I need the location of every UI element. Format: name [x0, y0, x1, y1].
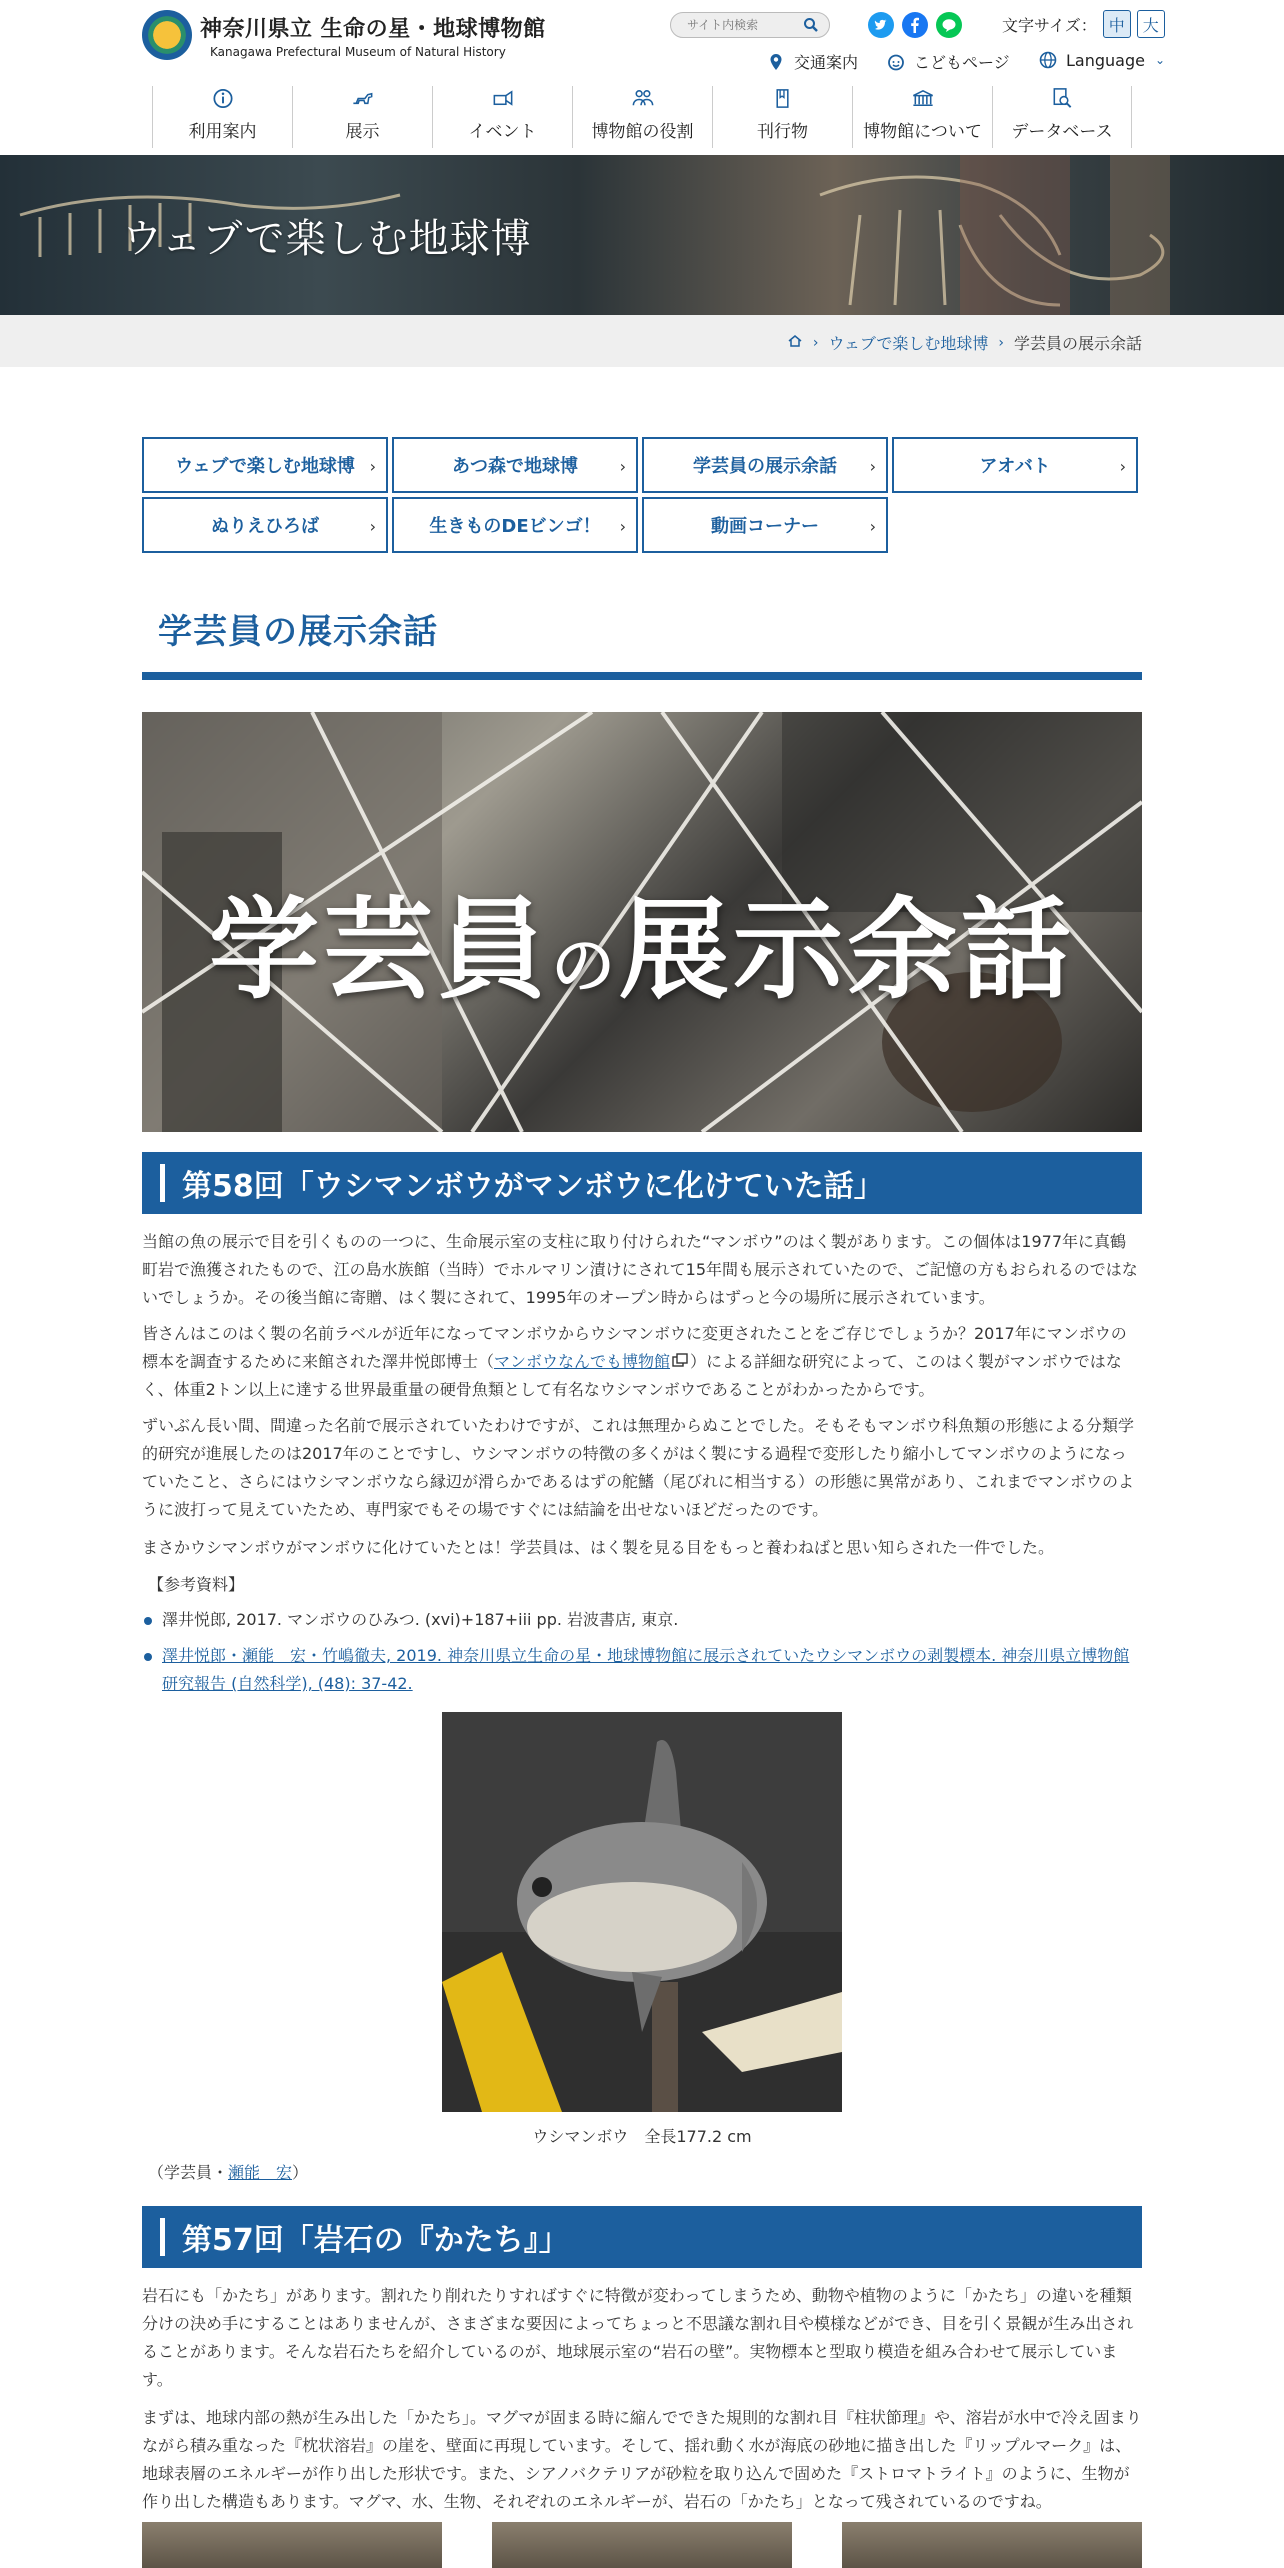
breadcrumb-current: 学芸員の展示余話: [1013, 334, 1142, 353]
event-icon: [490, 86, 516, 111]
episode-58-paragraph-1: 当館の魚の展示で目を引くものの一つに、生命展示室の支柱に取り付けられた“マンボウ”のはく製があります。この個体は1977年に真鶴町岩で漁獲されたもので、江の島水族館（当時）でホルマリン漬けにされて15年間も展示されていたので、ご記憶の方もおられるのではないでしょうか。その後当館に寄贈、はく製にされて、1995年のオープン時からはずっと今の場所に展示されています。: [142, 1232, 1138, 1307]
reference-item: 澤井悦郎, 2017. マンボウのひみつ. (xvi)+187+iii pp. 岩波書店, 東京.: [142, 1606, 1142, 1634]
episode-57-paragraph-2: まずは、地球内部の熱が生み出した「かたち」。マグマが固まる時に縮んでできた規則的な割れ目『柱状節理』や、溶岩が水中で冷え固まりながら積み重なった『枕状溶岩』の崖を、壁面に再現しています。そして、揺れ動く水が海底の砂地に描き出した『リップルマーク』は、地球表層のエネルギーが作り出した形状です。また、シアノバクテリアが砂粒を取り込んで固めた『ストロマトライト』のように、生物が作り出した構造もあります。マグマ、水、生物、それぞれのエネルギーが、岩石の「かたち」となって残されているのですね。: [142, 2408, 1142, 2511]
search-icon[interactable]: [803, 17, 819, 33]
banner-title-part1: 学芸員: [209, 885, 551, 1014]
font-size-label: 文字サイズ：: [1002, 15, 1097, 35]
episode-58-heading: 第58回「ウシマンボウがマンボウに化けていた話」: [142, 1152, 1142, 1214]
chevron-right-icon: ›: [619, 457, 626, 476]
chevron-right-icon: ›: [869, 517, 876, 536]
gnav-item-event[interactable]: [432, 86, 572, 148]
sns-links: [868, 12, 970, 38]
hero-title: ウェブで楽しむ地球博: [122, 216, 532, 262]
category-button-video[interactable]: [642, 497, 888, 553]
category-button-atsumori[interactable]: [392, 437, 638, 493]
gnav-item-about[interactable]: [852, 86, 992, 148]
info-icon: [210, 86, 236, 111]
home-icon[interactable]: [787, 333, 803, 353]
references-label: 【参考資料】: [148, 1575, 245, 1594]
rock-photo-row: [142, 2522, 1142, 2568]
gnav-item-exhibition[interactable]: [292, 86, 432, 148]
gnav-item-guide[interactable]: [152, 86, 292, 148]
kids-face-icon: [886, 52, 906, 72]
map-pin-icon: [766, 52, 786, 72]
chevron-down-icon: ⌄: [1154, 53, 1166, 67]
facebook-icon[interactable]: [902, 12, 928, 38]
chevron-right-icon: ›: [619, 517, 626, 536]
chevron-right-icon: ›: [1119, 457, 1126, 476]
gnav-item-label: 博物館の役割: [591, 122, 694, 142]
rock-photo: [842, 2522, 1142, 2568]
breadcrumb: [787, 331, 1142, 354]
manbou-museum-link[interactable]: マンボウなんでも博物館: [494, 1352, 671, 1371]
external-link-icon: [672, 1353, 688, 1369]
hero-banner: [0, 155, 1284, 315]
author-credit: [148, 2160, 308, 2183]
logo-title-jp: 神奈川県立 生命の星・地球博物館: [200, 16, 546, 42]
episode-57-paragraph-1: 岩石にも「かたち」があります。割れたり削れたりすればすぐに特徴が変わってしまうため、動物や植物のように「かたち」の違いを種類分けの決め手にすることはありませんが、さまざまな要因によってちょっと不思議な割れ目や模様などができ、目を引く景観が生み出されることがあります。そんな岩石たちを紹介しているのが、地球展示室の“岩石の壁”。実物標本と型取り模造を組み合わせて展示しています。: [142, 2286, 1134, 2389]
sunfish-photo: [442, 1712, 842, 2112]
language-label: Language: [1066, 50, 1145, 70]
episode-58-paragraph-4: まさかウシマンボウがマンボウに化けていたとは！学芸員は、はく製を見る目をもっと養わねばと思い知らされた一件でした。: [142, 1538, 1055, 1557]
category-button-aobato[interactable]: [892, 437, 1138, 493]
gnav-item-publications[interactable]: [712, 86, 852, 148]
search-input[interactable]: [687, 18, 797, 32]
globe-icon: [1038, 50, 1058, 70]
author-link[interactable]: 瀬能 宏: [228, 2163, 293, 2182]
episode-58-paragraph-3: ずいぶん長い間、間違った名前で展示されていたわけですが、これは無理からぬことでした。そもそもマンボウ科魚類の形態による分類学的研究が進展したのは2017年のことですし、ウシマンボウの特徴の多くがはく製にする過程で変形したり縮小してマンボウのようになっていたこと、さらにはウシマンボウなら縁辺が滑らかであるはずの舵鰭（尾びれに相当する）の形態に異常があり、これまでマンボウのように波打って見えていたため、専門家でもその場ですぐには結論を出せないほどだったのです。: [142, 1416, 1135, 1519]
curator-talk-banner: [142, 712, 1142, 1132]
people-icon: [630, 86, 656, 111]
banner-title: [142, 862, 1142, 1020]
category-button-coloring[interactable]: [142, 497, 388, 553]
twitter-icon[interactable]: [868, 12, 894, 38]
credit-suffix: ）: [292, 2163, 309, 2182]
breadcrumb-separator-icon: ›: [812, 334, 819, 351]
book-icon: [770, 86, 796, 111]
database-search-icon: [1049, 86, 1075, 111]
title-divider: [142, 672, 1142, 680]
breadcrumb-bar: [0, 315, 1284, 367]
site-logo[interactable]: [142, 10, 546, 60]
paragraph-text: ）による詳細な研究によって、このはく製がマンボウではなく、体重2トン以上に達する世界最重量の硬骨魚類として有名なウシマンボウであることがわかったからです。: [142, 1352, 1122, 1399]
category-label: アオバト: [979, 456, 1051, 477]
sunfish-illustration: [442, 1712, 842, 2112]
kids-page-link-label: こどもページ: [914, 53, 1010, 72]
episode-58-paragraph-2: [142, 1320, 1142, 1404]
banner-title-part2: 展示余話: [619, 885, 1075, 1014]
photo-caption: ウシマンボウ 全長177.2 cm: [532, 2127, 752, 2146]
access-link-label: 交通案内: [794, 53, 859, 72]
category-label: 生きものDEビンゴ！: [429, 516, 601, 537]
rock-photo: [492, 2522, 792, 2568]
font-size-large-button[interactable]: 大: [1137, 10, 1165, 38]
category-label: 学芸員の展示余話: [693, 456, 837, 477]
gnav-item-label: 博物館について: [863, 122, 982, 142]
museum-building-icon: [910, 86, 936, 111]
language-selector[interactable]: [1038, 50, 1165, 70]
paragraph-text: 皆さんはこのはく製の名前ラベルが近年になってマンボウからウシマンボウに変更されたことをご存じでしょうか？2017年にマンボウの標本を調査するために来館された澤井悦郎博士（: [142, 1324, 1127, 1371]
category-label: ぬりえひろば: [211, 516, 319, 537]
access-link[interactable]: [766, 50, 858, 73]
category-button-web-museum[interactable]: [142, 437, 388, 493]
category-button-bingo[interactable]: [392, 497, 638, 553]
font-size-switcher: [1002, 10, 1165, 38]
breadcrumb-separator-icon: ›: [998, 334, 1004, 351]
category-label: ウェブで楽しむ地球博: [175, 456, 355, 477]
category-button-curator-talk[interactable]: [642, 437, 888, 493]
gnav-item-label: 展示: [345, 122, 380, 142]
gnav-item-label: データベース: [1011, 122, 1113, 142]
kids-page-link[interactable]: [886, 50, 1010, 73]
dinosaur-icon: [350, 86, 376, 111]
line-icon[interactable]: [936, 12, 962, 38]
site-header: [0, 0, 1284, 155]
font-size-medium-button[interactable]: 中: [1103, 10, 1131, 38]
chevron-right-icon: ›: [369, 457, 376, 476]
logo-mark-icon: [142, 10, 192, 60]
site-search: [670, 12, 830, 38]
category-label: あつ森で地球博: [452, 456, 578, 477]
chevron-right-icon: ›: [369, 517, 376, 536]
breadcrumb-parent-link[interactable]: ウェブで楽しむ地球博: [828, 334, 989, 353]
global-nav: [152, 86, 1132, 148]
reference-item-link[interactable]: 澤井悦郎・瀬能 宏・竹嶋徹夫, 2019. 神奈川県立生命の星・地球博物館に展示されていたウシマンボウの剥製標本. 神奈川県立博物館研究報告 (自然科学), (48): 37-42.: [142, 1642, 1142, 1698]
gnav-item-database[interactable]: [992, 86, 1132, 148]
episode-57-heading: 第57回「岩石の『かたち』」: [142, 2206, 1142, 2268]
gnav-item-label: 利用案内: [188, 122, 257, 142]
references-list: [142, 1606, 1142, 1706]
gnav-item-label: 刊行物: [757, 122, 808, 142]
chevron-right-icon: ›: [869, 457, 876, 476]
page-title: 学芸員の展示余話: [158, 612, 438, 652]
gnav-item-role[interactable]: [572, 86, 712, 148]
category-label: 動画コーナー: [711, 516, 819, 537]
gnav-item-label: イベント: [468, 122, 537, 142]
logo-title-en: Kanagawa Prefectural Museum of Natural History: [210, 44, 506, 59]
credit-prefix: （学芸員・: [148, 2163, 229, 2182]
rock-photo: [142, 2522, 442, 2568]
banner-title-no: の: [551, 929, 619, 1004]
